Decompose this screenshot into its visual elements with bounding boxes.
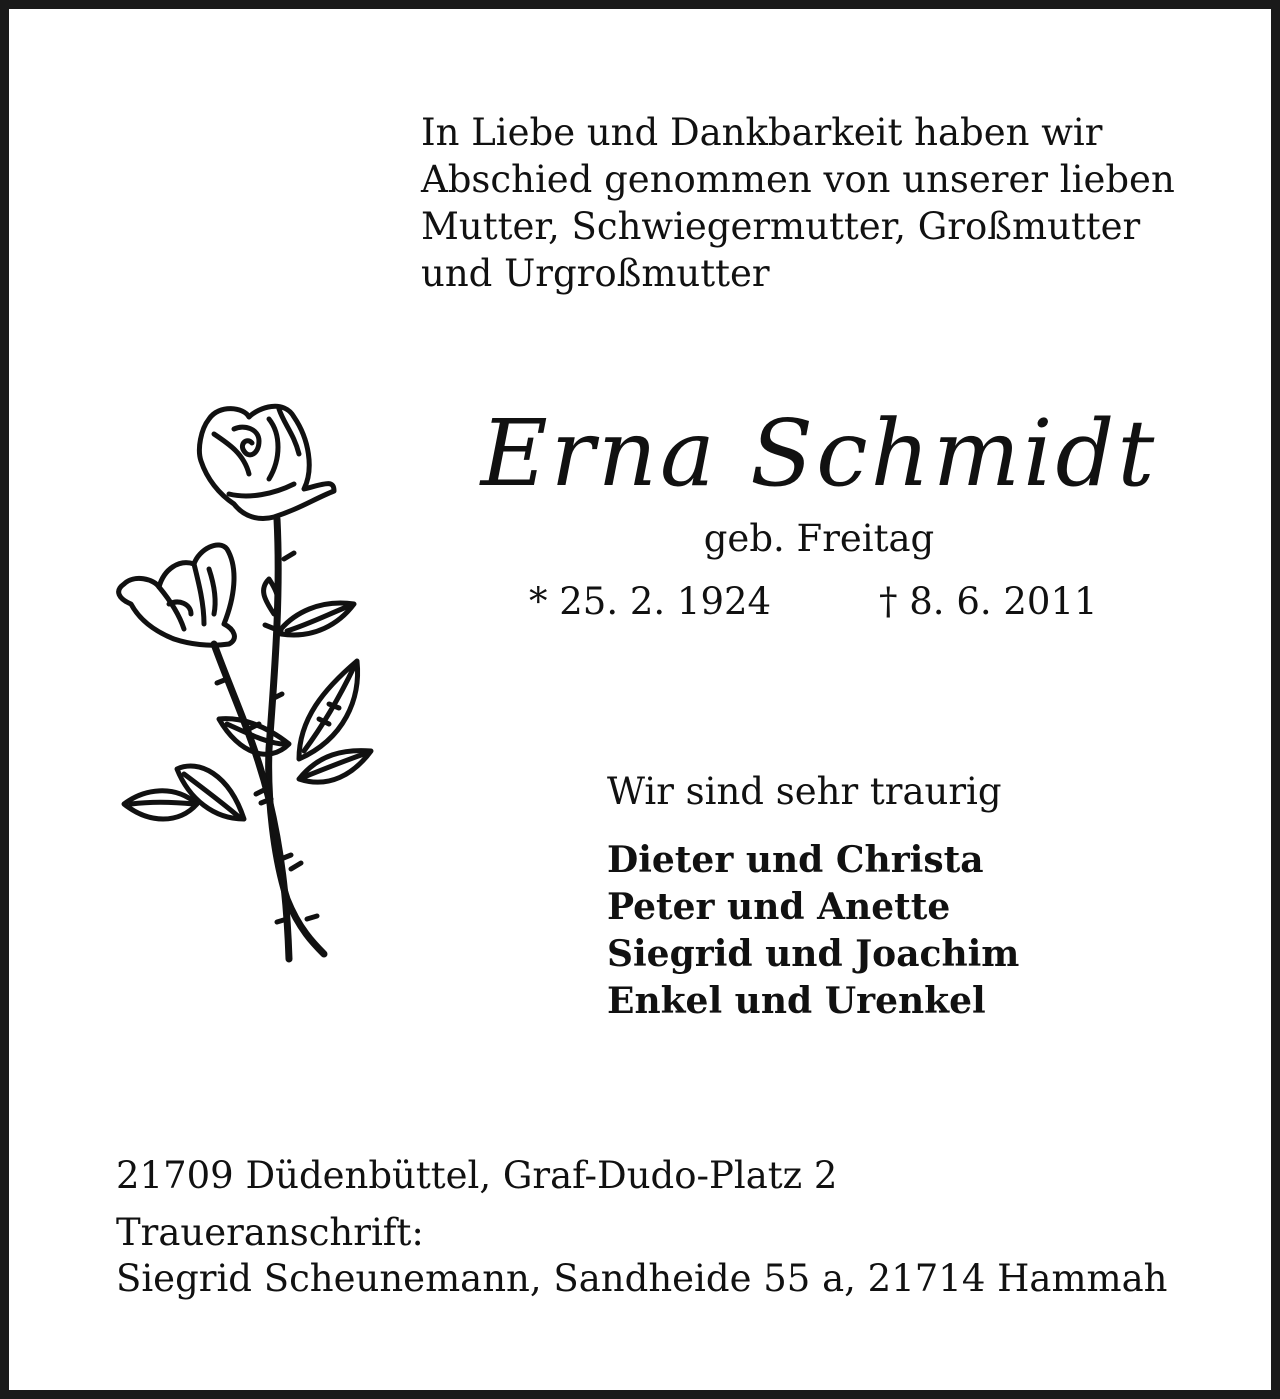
mourner-name: Enkel und Urenkel xyxy=(607,980,986,1022)
mourners-list xyxy=(607,837,1019,1025)
mourner-name: Dieter und Christa xyxy=(607,839,984,881)
intro-line: In Liebe und Dankbarkeit haben wir xyxy=(421,111,1103,154)
birth-date: * 25. 2. 1924 xyxy=(529,580,772,623)
mourner-name: Siegrid und Joachim xyxy=(607,933,1020,975)
lower-rose-stem xyxy=(214,644,289,959)
mourner-name: Peter und Anette xyxy=(607,886,951,928)
intro-line: Abschied genommen von unserer lieben xyxy=(421,158,1175,201)
deceased-name: Erna Schmidt xyxy=(480,400,1158,507)
death-date: † 8. 6. 2011 xyxy=(879,580,1098,623)
mourning-address-label: Traueranschrift: xyxy=(116,1211,424,1254)
upper-rose-bloom xyxy=(199,406,334,518)
mourning-address xyxy=(116,1210,1168,1302)
rose-illustration-icon xyxy=(109,399,379,969)
intro-line: Mutter, Schwiegermutter, Großmutter xyxy=(421,205,1141,248)
maiden-name: geb. Freitag xyxy=(703,517,935,560)
mourners-intro: Wir sind sehr traurig xyxy=(607,770,1002,813)
intro-line: und Urgroßmutter xyxy=(421,252,770,295)
home-address: 21709 Düdenbüttel, Graf-Dudo-Platz 2 xyxy=(116,1154,838,1197)
intro-text xyxy=(421,109,1216,297)
mourning-address-value: Siegrid Scheunemann, Sandheide 55 a, 21714 Hammah xyxy=(116,1257,1168,1300)
